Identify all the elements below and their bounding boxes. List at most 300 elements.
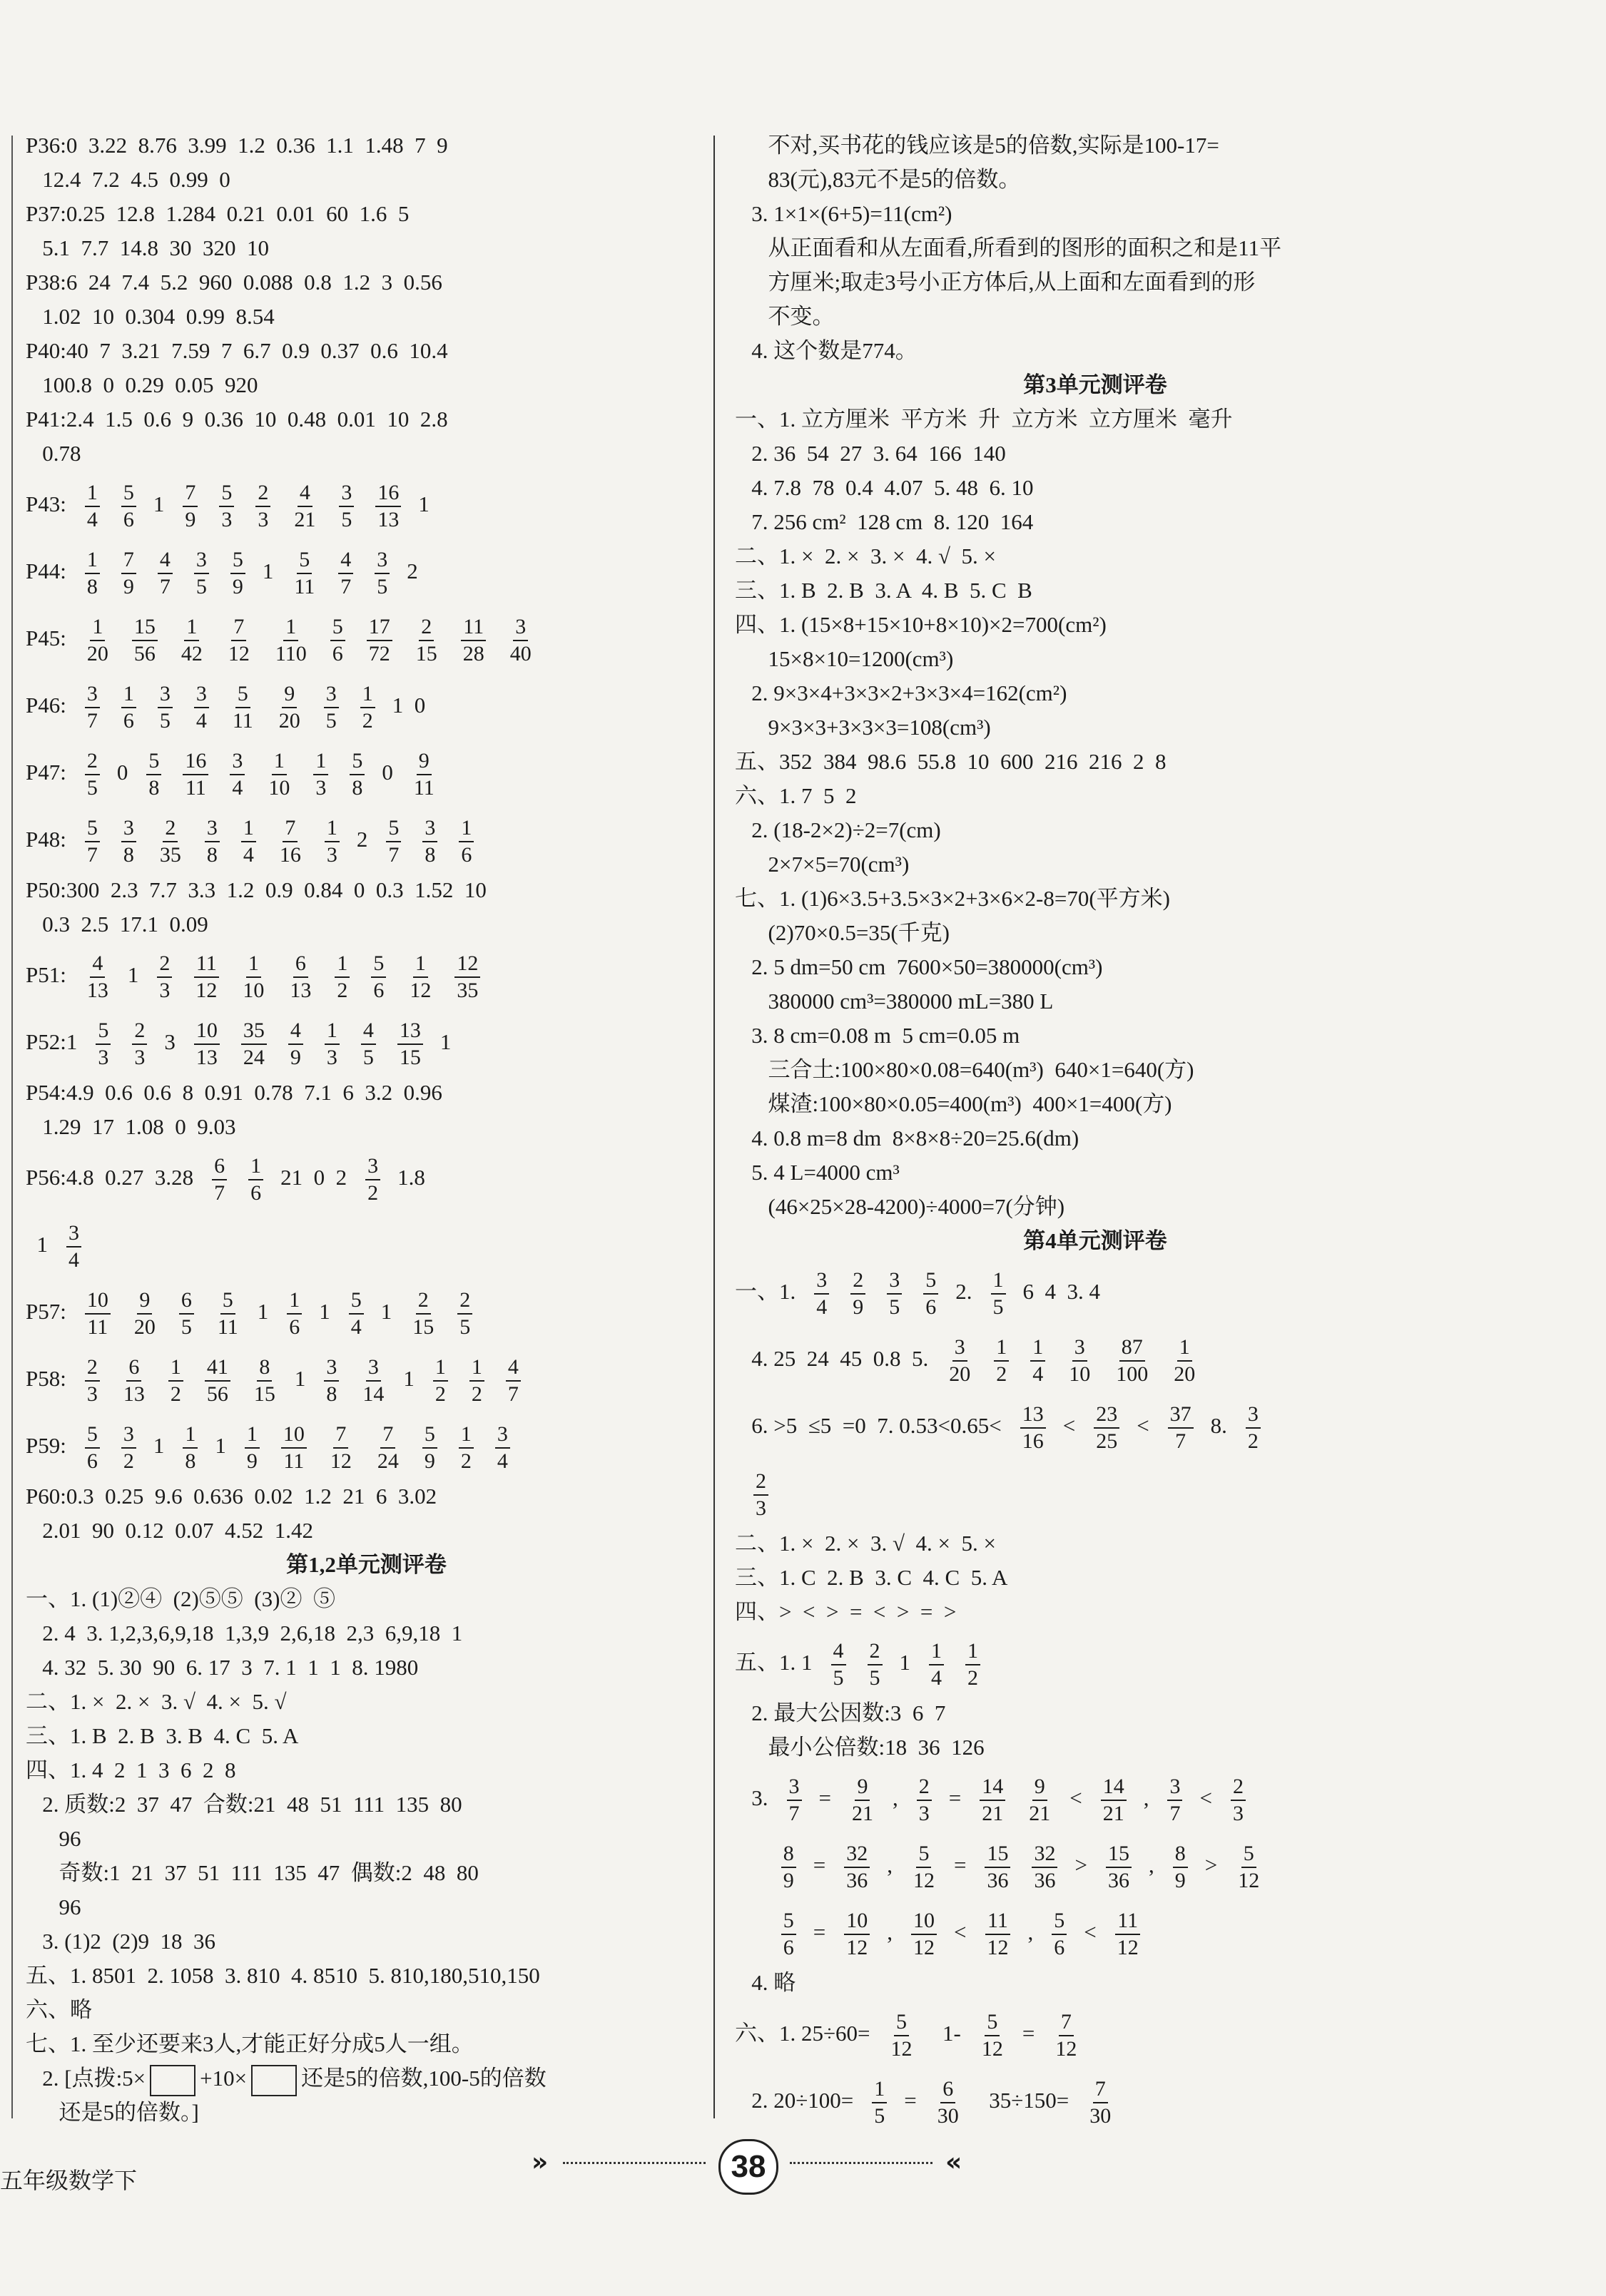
- denominator: 6: [1054, 1935, 1065, 1959]
- fraction: [935, 2076, 961, 2129]
- fraction: [1173, 1841, 1188, 1894]
- denominator: 13: [290, 978, 312, 1002]
- line-label: P52:1: [26, 1029, 78, 1054]
- denominator: 5: [992, 1295, 1004, 1319]
- numerator: 5: [1241, 1841, 1256, 1868]
- denominator: 9: [290, 1045, 301, 1069]
- denominator: 30: [937, 2103, 959, 2128]
- fraction: [121, 681, 136, 734]
- answer-line: 五、1. 8501 2. 1058 3. 810 4. 8510 5. 810,180,510,150: [26, 1963, 540, 1988]
- blank-box: [150, 2065, 195, 2096]
- answer-value: 1: [153, 1433, 165, 1458]
- answer-text: 还是5的倍数,100-5的倍数: [301, 2066, 547, 2091]
- fraction: [422, 815, 437, 868]
- numerator: 1: [90, 614, 105, 641]
- fraction: [85, 614, 111, 667]
- fraction: [965, 1638, 980, 1691]
- fraction: [325, 1018, 340, 1071]
- fraction: [158, 815, 183, 868]
- numerator: 32: [844, 1841, 870, 1868]
- numerator: 1: [469, 1354, 484, 1382]
- denominator: 24: [243, 1045, 265, 1069]
- denominator: 15: [253, 1382, 275, 1406]
- denominator: 20: [949, 1362, 971, 1386]
- denominator: 2: [434, 1382, 446, 1406]
- numerator: 17: [367, 614, 392, 641]
- numerator: 5: [235, 681, 250, 708]
- denominator: 21: [1029, 1801, 1051, 1825]
- denominator: 56: [206, 1382, 228, 1406]
- answer-line: 5.1 7.7 14.8 30 320 10: [26, 235, 269, 260]
- numerator: 14: [980, 1774, 1005, 1801]
- fraction: [422, 1422, 437, 1474]
- fraction: [994, 1335, 1009, 1387]
- answer-line: 2. 最大公因数:3 6 7: [735, 1700, 946, 1725]
- fraction: [980, 2009, 1005, 2062]
- denominator: 6: [925, 1295, 937, 1319]
- left-margin-rule: [11, 136, 13, 2118]
- numerator: 2: [163, 815, 178, 842]
- line-label: P43:: [26, 491, 66, 516]
- numerator: 1: [168, 1354, 183, 1382]
- fraction-answer-line: [735, 1899, 1455, 1966]
- answer-line: P50:300 2.3 7.7 3.3 1.2 0.9 0.84 0 0.3 1.52 10: [26, 877, 487, 902]
- answer-line: 一、1. 立方厘米 平方米 升 立方米 立方厘米 毫升: [735, 407, 1233, 432]
- fraction: [911, 1841, 937, 1894]
- answer-value: =: [813, 1852, 826, 1877]
- page-number: 38: [718, 2139, 778, 2195]
- answer-value: 21 0 2: [280, 1165, 347, 1190]
- numerator: 1: [246, 951, 261, 978]
- numerator: 32: [1032, 1841, 1057, 1868]
- numerator: 3: [339, 480, 354, 507]
- book-title: 五年级数学下: [0, 2168, 138, 2193]
- fraction: [1236, 1841, 1261, 1894]
- fraction: [85, 681, 100, 734]
- denominator: 2: [967, 1665, 978, 1690]
- section-heading: 第1,2单元测评卷: [286, 1552, 447, 1577]
- numerator: 1: [459, 815, 474, 842]
- denominator: 12: [890, 2036, 913, 2061]
- line-label: P48:: [26, 827, 66, 852]
- answer-line: 0.78: [26, 441, 81, 466]
- fraction: [277, 681, 303, 734]
- answer-line: 2. (18-2×2)÷2=7(cm): [735, 817, 941, 842]
- fraction: [506, 1354, 521, 1407]
- numerator: 5: [386, 815, 401, 842]
- fraction: [292, 480, 317, 533]
- numerator: 3: [1246, 1402, 1261, 1429]
- fraction: [911, 1908, 937, 1961]
- fraction: [266, 748, 292, 801]
- denominator: 7: [86, 708, 98, 733]
- denominator: 21: [1102, 1801, 1124, 1825]
- answer-value: 35÷150=: [977, 2088, 1069, 2113]
- numerator: 1: [991, 1267, 1006, 1295]
- denominator: 6: [373, 978, 385, 1002]
- fraction: [889, 2009, 915, 2062]
- fraction: [219, 480, 234, 533]
- numerator: 5: [297, 547, 312, 574]
- numerator: 1: [413, 951, 428, 978]
- fraction: [1020, 1402, 1046, 1454]
- numerator: 13: [397, 1018, 423, 1045]
- answer-line: 2.01 90 0.12 0.07 4.52 1.42: [26, 1518, 313, 1543]
- numerator: 3: [121, 815, 136, 842]
- numerator: 4: [158, 547, 173, 574]
- fraction: [339, 480, 354, 533]
- numerator: 5: [916, 1841, 931, 1868]
- numerator: 9: [137, 1287, 152, 1315]
- fraction: [469, 1354, 484, 1407]
- column-divider: [713, 136, 715, 2118]
- numerator: 3: [1167, 1774, 1182, 1801]
- fraction: [183, 748, 208, 801]
- denominator: 100: [1116, 1362, 1149, 1386]
- numerator: 16: [183, 748, 208, 775]
- numerator: 11: [1115, 1908, 1140, 1935]
- denominator: 36: [846, 1868, 868, 1892]
- answer-line: 9×3×3+3×3×3=108(cm³): [735, 715, 991, 740]
- answer-line: P37:0.25 12.8 1.284 0.21 0.01 60 1.6 5: [26, 201, 410, 226]
- answer-line: 2. 4 3. 1,2,3,6,9,18 1,3,9 2,6,18 2,3 6,9,18 1: [26, 1621, 463, 1646]
- fraction: [508, 614, 534, 667]
- fraction: [288, 1018, 303, 1071]
- denominator: 13: [86, 978, 108, 1002]
- denominator: 11: [217, 1315, 238, 1339]
- fraction: [753, 1469, 768, 1521]
- numerator: 5: [330, 614, 345, 641]
- answer-value: <: [1137, 1413, 1149, 1438]
- answer-value: 2: [356, 827, 368, 852]
- answer-value: ,: [1148, 1852, 1154, 1877]
- denominator: 6: [123, 708, 134, 733]
- answer-line: 5. 4 L=4000 cm³: [735, 1160, 900, 1185]
- denominator: 11: [283, 1449, 305, 1473]
- answer-line: 1.02 10 0.304 0.99 8.54: [26, 304, 275, 329]
- denominator: 9: [123, 574, 134, 598]
- fraction: [414, 614, 439, 667]
- denominator: 14: [362, 1382, 385, 1406]
- fraction: [325, 815, 340, 868]
- fraction: [248, 1153, 263, 1206]
- numerator: 5: [781, 1908, 796, 1935]
- answer-value: =: [953, 1852, 967, 1877]
- fraction-answer-line: [26, 1144, 707, 1211]
- numerator: 10: [911, 1908, 937, 1935]
- answer-line: 四、1. 4 2 1 3 6 2 8: [26, 1757, 236, 1782]
- fraction: [158, 547, 173, 600]
- answer-value: 2: [407, 558, 418, 583]
- answer-line: 2. 质数:2 37 47 合数:21 48 51 111 135 80: [26, 1792, 462, 1817]
- answer-value: 1: [403, 1366, 415, 1391]
- numerator: 3: [230, 748, 245, 775]
- answer-line: 一、1. (1)②④ (2)⑤⑤ (3)② ⑤: [26, 1586, 335, 1611]
- numerator: 1: [335, 951, 350, 978]
- denominator: 6: [123, 507, 134, 531]
- line-label: [735, 1832, 763, 1899]
- answer-line: 83(元),83元不是5的倍数。: [735, 167, 1021, 192]
- numerator: 6: [212, 1153, 227, 1180]
- numerator: 3: [495, 1422, 510, 1449]
- numerator: 2: [132, 1018, 147, 1045]
- numerator: 1: [245, 1422, 260, 1449]
- fraction-answer-line: [735, 2000, 1455, 2067]
- denominator: 20: [278, 708, 300, 733]
- numerator: 4: [338, 547, 353, 574]
- numerator: 8: [1173, 1841, 1188, 1868]
- numerator: 3: [952, 1335, 967, 1362]
- numerator: 5: [220, 1287, 235, 1315]
- answer-line: 六、略: [26, 1997, 92, 2022]
- fraction: [245, 1422, 260, 1474]
- fraction-answer-line: [26, 806, 707, 873]
- numerator: 5: [371, 951, 386, 978]
- answer-line: 三、1. B 2. B 3. B 4. C 5. A: [26, 1723, 299, 1748]
- line-label: [735, 1899, 763, 1966]
- numerator: 23: [1094, 1402, 1119, 1429]
- answer-value: =: [818, 1785, 831, 1810]
- numerator: 3: [158, 681, 173, 708]
- denominator: 3: [756, 1496, 766, 1520]
- numerator: 6: [293, 951, 308, 978]
- denominator: 2: [460, 1449, 472, 1473]
- denominator: 9: [1174, 1868, 1186, 1892]
- denominator: 16: [279, 842, 301, 867]
- answer-line: 380000 cm³=380000 mL=380 L: [735, 989, 1054, 1014]
- denominator: 2: [123, 1449, 134, 1473]
- line-label: P51:: [26, 962, 66, 987]
- fraction: [929, 1638, 944, 1691]
- denominator: 8: [123, 842, 134, 867]
- fraction: [179, 614, 205, 667]
- numerator: 1: [459, 1422, 474, 1449]
- line-label: P45:: [26, 626, 66, 650]
- denominator: 11: [185, 775, 206, 800]
- numerator: 1: [1030, 1335, 1045, 1362]
- answer-line: 4. 0.8 m=8 dm 8×8×8÷20=25.6(dm): [735, 1126, 1079, 1150]
- numerator: 1: [283, 614, 298, 641]
- fraction: [980, 1774, 1005, 1827]
- numerator: 1: [325, 815, 340, 842]
- answer-line: 4. 这个数是774。: [735, 338, 918, 363]
- fraction: [887, 1267, 902, 1320]
- answer-line: 三合土:100×80×0.08=640(m³) 640×1=640(方): [735, 1057, 1194, 1082]
- denominator: 15: [415, 641, 437, 665]
- numerator: 1: [287, 1287, 302, 1315]
- denominator: 5: [377, 574, 388, 598]
- numerator: 15: [985, 1841, 1010, 1868]
- numerator: 1: [85, 547, 100, 574]
- numerator: 11: [461, 614, 486, 641]
- denominator: 3: [134, 1045, 146, 1069]
- fraction: [872, 2076, 887, 2129]
- numerator: 2: [1231, 1774, 1246, 1801]
- denominator: 9: [783, 1868, 794, 1892]
- fraction: [230, 748, 245, 801]
- numerator: 10: [85, 1287, 111, 1315]
- denominator: 36: [1107, 1868, 1129, 1892]
- answer-line: 3. (1)2 (2)9 18 36: [26, 1929, 216, 1954]
- answer-line: 0.3 2.5 17.1 0.09: [26, 912, 208, 937]
- fraction: [433, 1354, 448, 1407]
- numerator: 9: [417, 748, 432, 775]
- denominator: 5: [362, 1045, 374, 1069]
- fraction: [1101, 1774, 1127, 1827]
- section-heading: 第4单元测评卷: [1023, 1228, 1167, 1253]
- answer-value: 1: [262, 558, 274, 583]
- fraction: [205, 1354, 230, 1407]
- fraction: [844, 1841, 870, 1894]
- fraction: [1246, 1402, 1261, 1454]
- denominator: 4: [350, 1315, 362, 1339]
- fraction: [252, 1354, 278, 1407]
- denominator: 30: [1089, 2103, 1112, 2128]
- fraction-answer-line: [735, 2067, 1455, 2134]
- fraction: [1027, 1774, 1052, 1827]
- numerator: 1: [1177, 1335, 1192, 1362]
- denominator: 4: [232, 775, 243, 800]
- fraction: [121, 1354, 147, 1407]
- denominator: 8: [86, 574, 98, 598]
- fraction: [313, 748, 328, 801]
- answer-value: =: [948, 1785, 962, 1810]
- numerator: 16: [375, 480, 401, 507]
- denominator: 56: [133, 641, 156, 665]
- denominator: 25: [1096, 1429, 1118, 1453]
- numerator: 3: [375, 547, 390, 574]
- fraction: [132, 1287, 158, 1340]
- denominator: 12: [1238, 1868, 1260, 1892]
- denominator: 9: [424, 1449, 435, 1473]
- numerator: 2: [868, 1638, 883, 1665]
- fraction: [273, 614, 309, 667]
- numerator: 1: [184, 614, 199, 641]
- denominator: 9: [853, 1295, 864, 1319]
- fraction: [361, 1018, 376, 1071]
- fraction: [457, 1287, 472, 1340]
- fraction: [397, 1018, 423, 1071]
- fraction-answer-line: [735, 1765, 1455, 1832]
- answer-value: =: [904, 2088, 917, 2113]
- numerator: 7: [121, 547, 136, 574]
- numerator: 5: [923, 1267, 938, 1295]
- fraction-answer-line: [26, 1009, 707, 1076]
- fraction: [371, 951, 386, 1004]
- numerator: 3: [205, 815, 220, 842]
- denominator: 72: [368, 641, 390, 665]
- numerator: 1: [313, 748, 328, 775]
- denominator: 35: [457, 978, 479, 1002]
- answer-line: P40:40 7 3.21 7.59 7 6.7 0.9 0.37 0.6 10.4: [26, 338, 448, 363]
- numerator: 3: [194, 547, 209, 574]
- denominator: 10: [243, 978, 265, 1002]
- denominator: 5: [874, 2103, 885, 2128]
- fraction-answer-line: [735, 1392, 1455, 1459]
- denominator: 8: [425, 842, 436, 867]
- line-label: 六、1. 25÷60=: [735, 2021, 870, 2046]
- answer-text: 2. [点拨:5×: [26, 2066, 146, 2091]
- fraction: [781, 1841, 796, 1894]
- fraction: [194, 1018, 220, 1071]
- answer-line: 奇数:1 21 37 51 111 135 47 偶数:2 48 80: [26, 1860, 479, 1885]
- fraction: [85, 1287, 111, 1340]
- denominator: 8: [148, 775, 160, 800]
- answer-line: 从正面看和从左面看,所看到的图形的面积之和是11平: [735, 235, 1282, 260]
- denominator: 21: [851, 1801, 873, 1825]
- denominator: 4: [816, 1295, 828, 1319]
- denominator: 2: [996, 1362, 1007, 1386]
- numerator: 3: [513, 614, 528, 641]
- fraction: [205, 815, 220, 868]
- numerator: 1: [872, 2076, 887, 2103]
- denominator: 9: [185, 507, 196, 531]
- fraction: [85, 815, 100, 868]
- answer-value: 1.8: [397, 1165, 425, 1190]
- answer-value: >: [1074, 1852, 1087, 1877]
- fraction: [1114, 1335, 1150, 1387]
- denominator: 11: [87, 1315, 108, 1339]
- denominator: 11: [294, 574, 315, 598]
- numerator: 9: [282, 681, 297, 708]
- line-label: 6. >5 ≤5 =0 7. 0.53<0.65<: [735, 1413, 1002, 1438]
- numerator: 1: [241, 815, 256, 842]
- denominator: 3: [159, 978, 171, 1002]
- answer-line: (2)70×0.5=35(千克): [735, 920, 950, 945]
- answer-value: <: [1062, 1413, 1076, 1438]
- numerator: 3: [887, 1267, 902, 1295]
- numerator: 5: [985, 2009, 1000, 2036]
- answer-value: ,: [892, 1785, 898, 1810]
- numerator: 5: [85, 1422, 100, 1449]
- line-label: 一、1.: [735, 1279, 796, 1304]
- fraction: [194, 681, 209, 734]
- fraction-answer-line: [26, 739, 707, 806]
- denominator: 4: [195, 708, 207, 733]
- answer-line: 4. 略: [735, 1970, 796, 1995]
- numerator: 1: [965, 1638, 980, 1665]
- numerator: 4: [506, 1354, 521, 1382]
- numerator: 8: [781, 1841, 796, 1868]
- answer-value: 1: [294, 1366, 306, 1391]
- answer-line: (46×25×28-4200)÷4000=7(分钟): [735, 1194, 1065, 1219]
- fraction: [365, 1153, 380, 1206]
- answer-value: 0: [116, 760, 128, 785]
- fraction: [459, 815, 474, 868]
- denominator: 7: [788, 1801, 800, 1825]
- numerator: 4: [298, 480, 312, 507]
- numerator: 7: [380, 1422, 395, 1449]
- fraction: [179, 1287, 194, 1340]
- answer-line: 2. 36 54 27 3. 64 166 140: [735, 441, 1006, 466]
- fraction: [349, 1287, 364, 1340]
- line-label: P47:: [26, 760, 66, 785]
- numerator: 3: [85, 681, 100, 708]
- denominator: 3: [1232, 1801, 1244, 1825]
- fraction: [1115, 1908, 1141, 1961]
- denominator: 5: [181, 1315, 192, 1339]
- answer-value: =: [1022, 2021, 1035, 2046]
- denominator: 4: [86, 507, 98, 531]
- fraction: [991, 1267, 1006, 1320]
- left-column: [26, 128, 707, 2130]
- fraction: [324, 681, 339, 734]
- denominator: 40: [509, 641, 532, 665]
- fraction: [278, 815, 303, 868]
- fraction: [288, 951, 313, 1004]
- denominator: 7: [159, 574, 171, 598]
- denominator: 11: [232, 708, 253, 733]
